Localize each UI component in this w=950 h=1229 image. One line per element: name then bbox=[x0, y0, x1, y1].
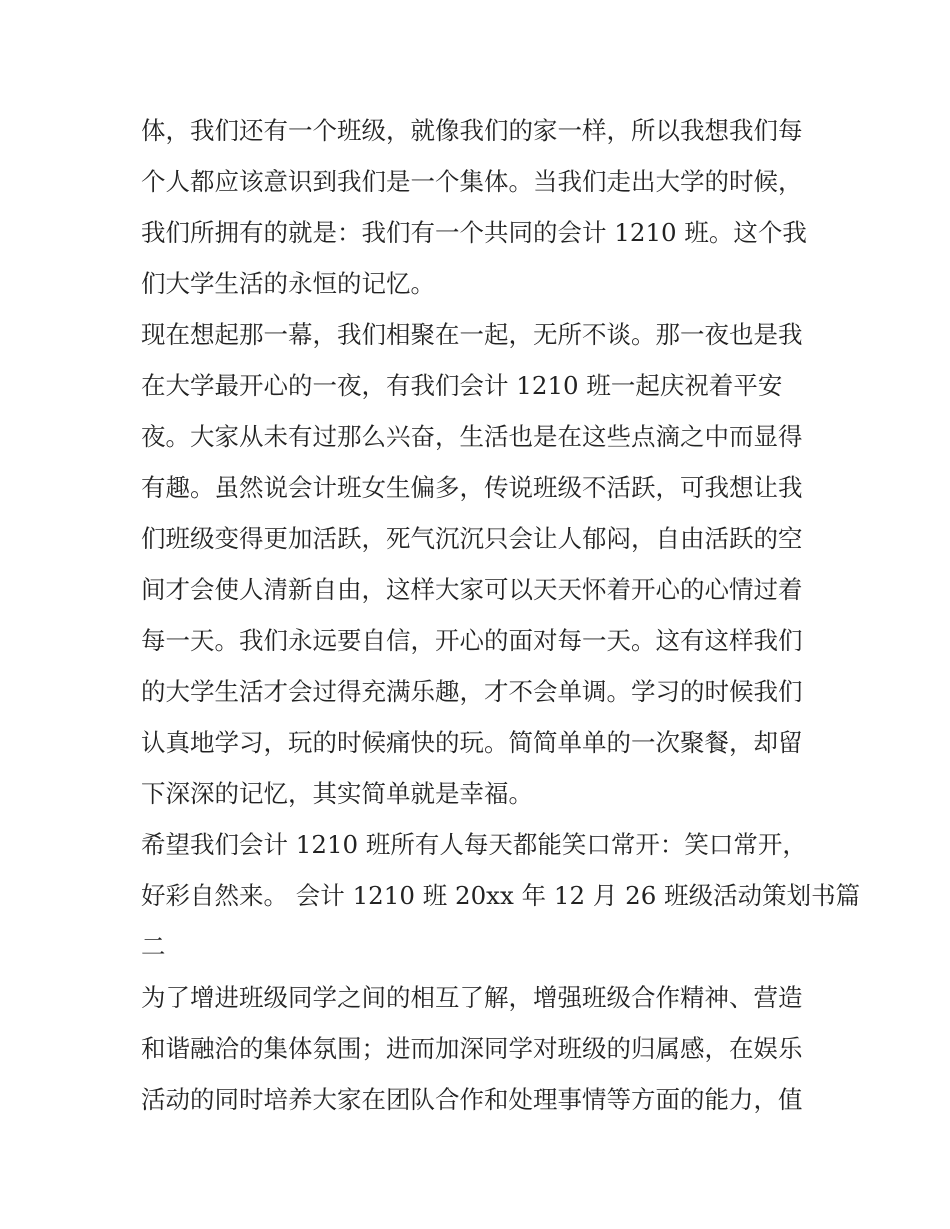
text-line: 二 bbox=[141, 932, 166, 961]
text-line: 夜。大家从未有过那么兴奋，生活也是在这些点滴之中而显得 bbox=[141, 422, 803, 451]
text-line: 活动的同时培养大家在团队合作和处理事情等方面的能力，值 bbox=[141, 1085, 803, 1114]
text-line: 间才会使人清新自由，这样大家可以天天怀着开心的心情过着 bbox=[141, 575, 803, 604]
text-line: 现在想起那一幕，我们相聚在一起，无所不谈。那一夜也是我 bbox=[141, 320, 803, 349]
text-line: 和谐融洽的集体氛围；进而加深同学对班级的归属感，在娱乐 bbox=[141, 1034, 803, 1063]
document-body bbox=[141, 105, 861, 1125]
text-line: 下深深的记忆，其实简单就是幸福。 bbox=[141, 779, 533, 808]
text-line: 们班级变得更加活跃，死气沉沉只会让人郁闷，自由活跃的空 bbox=[141, 524, 803, 553]
text-line: 希望我们会计 1210 班所有人每天都能笑口常开：笑口常开， bbox=[141, 830, 807, 859]
text-line: 为了增进班级同学之间的相互了解，增强班级合作精神、营造 bbox=[141, 983, 803, 1012]
text-line: 个人都应该意识到我们是一个集体。当我们走出大学的时候， bbox=[141, 167, 803, 196]
text-line: 每一天。我们永远要自信，开心的面对每一天。这有这样我们 bbox=[141, 626, 803, 655]
text-line: 在大学最开心的一夜，有我们会计 1210 班一起庆祝着平安 bbox=[141, 371, 783, 400]
text-line: 的大学生活才会过得充满乐趣，才不会单调。学习的时候我们 bbox=[141, 677, 803, 706]
text-line: 我们所拥有的就是：我们有一个共同的会计 1210 班。这个我 bbox=[141, 218, 807, 247]
text-line: 体，我们还有一个班级，就像我们的家一样，所以我想我们每 bbox=[141, 116, 803, 145]
text-line: 好彩自然来。 会计 1210 班 20xx 年 12 月 26 班级活动策划书篇 bbox=[141, 881, 861, 910]
text-line: 们大学生活的永恒的记忆。 bbox=[141, 269, 435, 298]
text-line: 认真地学习，玩的时候痛快的玩。简简单单的一次聚餐，却留 bbox=[141, 728, 803, 757]
text-line: 有趣。虽然说会计班女生偏多，传说班级不活跃，可我想让我 bbox=[141, 473, 803, 502]
